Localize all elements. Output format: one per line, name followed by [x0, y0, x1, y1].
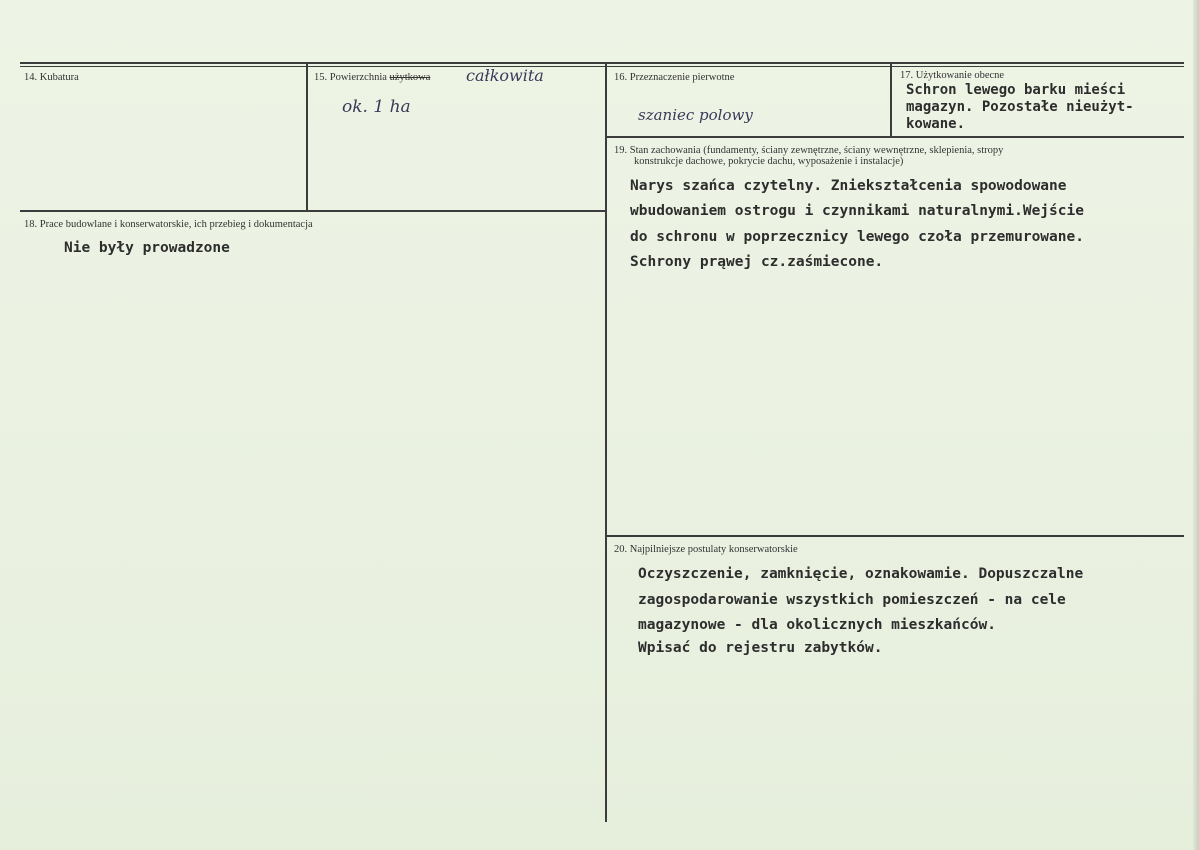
- field-15-label-prefix: 15. Powierzchnia: [314, 72, 387, 83]
- field-19-line-1: Narys szańca czytelny. Zniekształcenia spowodowane: [630, 178, 1067, 194]
- top-rule: [20, 62, 1184, 64]
- card-edge-shadow: [1193, 0, 1199, 850]
- field-17-label: 17. Użytkowanie obecne: [900, 70, 1005, 81]
- divider-16-17: [890, 64, 892, 137]
- field-16-value: szaniec polowy: [638, 106, 753, 124]
- field-19-label-line-2: konstrukcje dachowe, pokrycie dachu, wyposażenie i instalacje): [634, 156, 904, 167]
- field-18-value: Nie były prowadzone: [64, 240, 230, 256]
- divider-14-15: [306, 64, 308, 212]
- field-17-line-2: magazyn. Pozostałe nieużyt-: [906, 99, 1134, 115]
- rule-right-upper: [606, 136, 1184, 138]
- field-17-line-1: Schron lewego barku mieści: [906, 82, 1126, 98]
- field-19-line-3: do schronu w poprzecznicy lewego czoła przemurowane.: [630, 229, 1084, 245]
- field-15-value: ok. 1 ha: [342, 97, 411, 117]
- field-20-line-4: Wpisać do rejestru zabytków.: [638, 640, 883, 656]
- field-15-handwritten-label: całkowita: [466, 66, 544, 85]
- field-15-label: [314, 72, 430, 84]
- field-18-label: 18. Prace budowlane i konserwatorskie, ich przebieg i dokumentacja: [24, 219, 313, 230]
- field-19-line-4: Schrony prąwej cz.zaśmiecone.: [630, 254, 884, 270]
- field-20-label: 20. Najpilniejsze postulaty konserwatorskie: [614, 544, 798, 555]
- field-17-line-3: kowane.: [906, 116, 966, 132]
- rule-left-mid: [20, 210, 606, 212]
- field-19-label-line-1: 19. Stan zachowania (fundamenty, ściany zewnętrzne, ściany wewnętrzne, sklepienia, stropy: [614, 145, 1004, 156]
- field-20-line-2: zagospodarowanie wszystkich pomieszczeń - na cele: [638, 592, 1066, 608]
- field-19-line-2: wbudowaniem ostrogu i czynnikami naturalnymi.Wejście: [630, 203, 1084, 219]
- field-20-line-3: magazynowe - dla okolicznych mieszkańców.: [638, 617, 996, 633]
- field-16-label: 16. Przeznaczenie pierwotne: [614, 72, 735, 83]
- divider-center: [605, 64, 607, 822]
- field-14-label: 14. Kubatura: [24, 72, 79, 83]
- field-15-label-struck: użytkowa: [389, 72, 431, 83]
- field-20-line-1: Oczyszczenie, zamknięcie, oznakowamie. Dopuszczalne: [638, 566, 1084, 582]
- top-rule-inner: [20, 66, 1184, 67]
- rule-right-lower: [606, 535, 1184, 537]
